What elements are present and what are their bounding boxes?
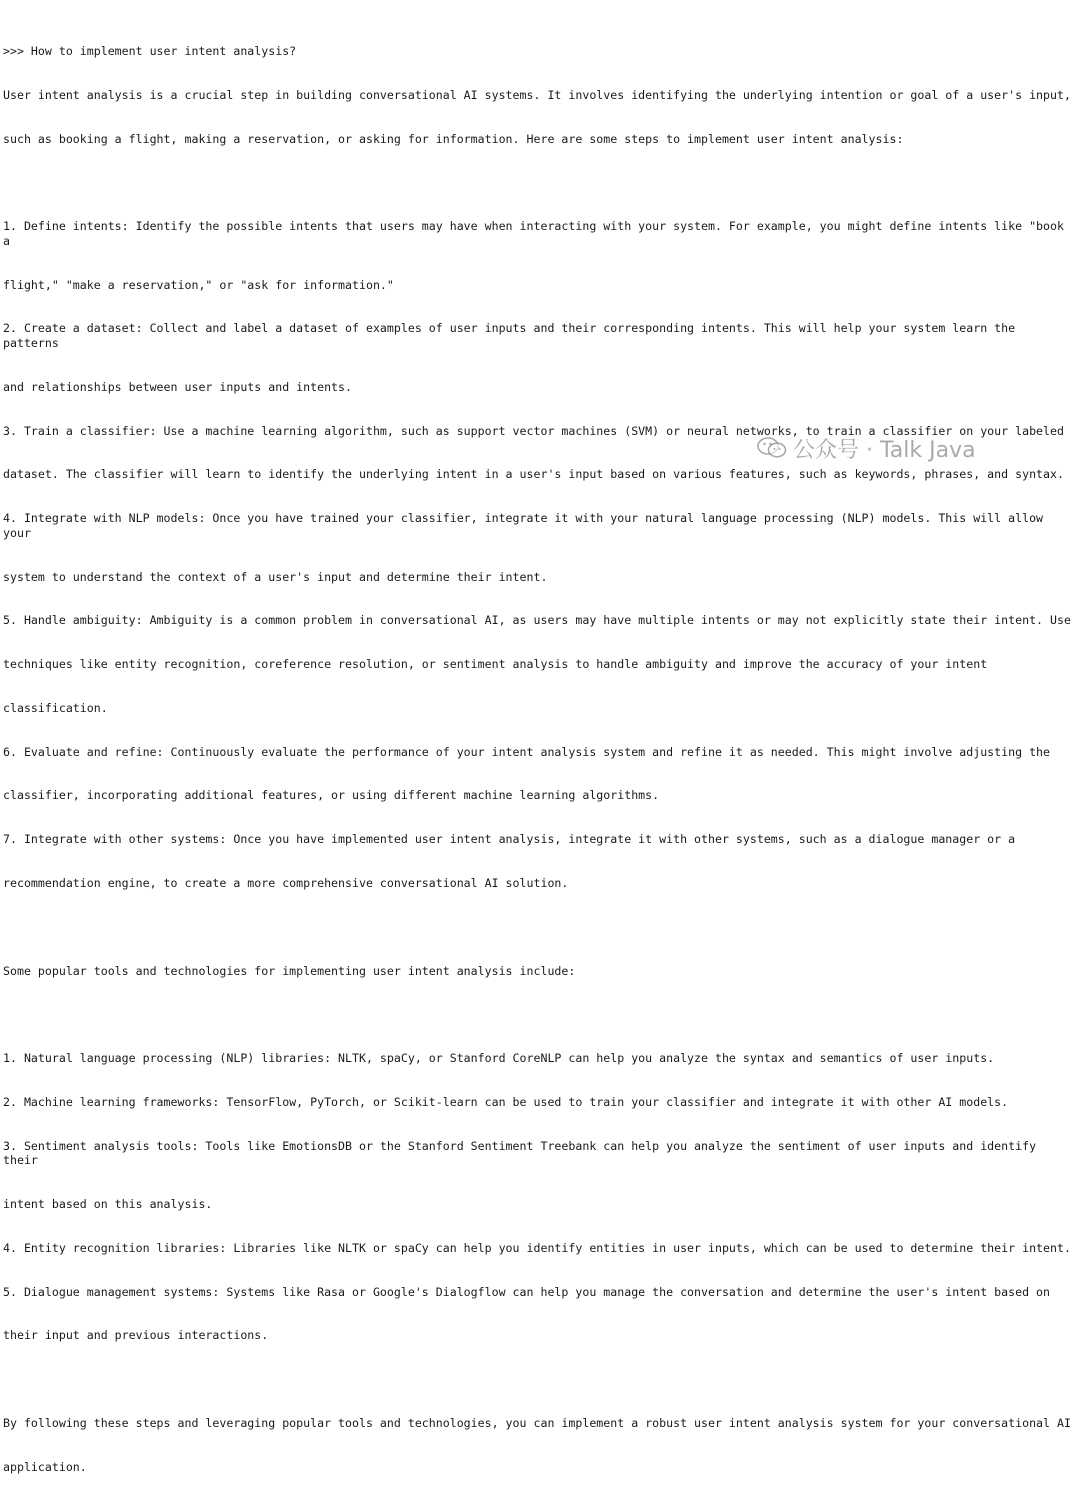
step-line: recommendation engine, to create a more comprehensive conversational AI solution. bbox=[3, 876, 569, 891]
step-line: system to understand the context of a user's input and determine their intent. bbox=[3, 569, 548, 584]
blank-line bbox=[3, 920, 1077, 935]
tool-line: 2. Machine learning frameworks: TensorFlow, PyTorch, or Scikit-learn can be used to train your classifier and integrate it with other AI models. bbox=[3, 1094, 1009, 1109]
tool-line: their input and previous interactions. bbox=[3, 1328, 269, 1343]
tool-line: 3. Sentiment analysis tools: Tools like EmotionsDB or the Stanford Sentiment Treebank can help you analyze the sentiment of user inputs and identify their bbox=[3, 1138, 1044, 1168]
step-line: classification. bbox=[3, 700, 108, 715]
step-line: techniques like entity recognition, coreference resolution, or sentiment analysis to handle ambiguity and improve the accuracy of your intent bbox=[3, 657, 988, 672]
step-line: 3. Train a classifier: Use a machine learning algorithm, such as support vector machines (SVM) or neural networks, to train a classifier on your labeled bbox=[3, 423, 1064, 438]
step-line: 1. Define intents: Identify the possible intents that users may have when interacting with your system. For example, you might define intents like "book a bbox=[3, 219, 1071, 248]
intro-line: User intent analysis is a crucial step in building conversational AI systems. It involves identifying the underlying intention or goal of a user's input, bbox=[3, 87, 1071, 102]
blank-line bbox=[3, 176, 1077, 191]
tool-line: 4. Entity recognition libraries: Libraries like NLTK or spaCy can help you identify entities in user inputs, which can be used to determine their intent. bbox=[3, 1240, 1071, 1255]
conclusion-line: application. bbox=[3, 1459, 87, 1474]
step-line: 7. Integrate with other systems: Once you have implemented user intent analysis, integrate it with other systems, such as a dialogue manager or a bbox=[3, 832, 1016, 847]
blank-line bbox=[3, 1372, 1077, 1387]
tool-line: intent based on this analysis. bbox=[3, 1197, 213, 1212]
step-line: 4. Integrate with NLP models: Once you have trained your classifier, integrate it with your natural language processing (NLP) models. This will allow your bbox=[3, 511, 1051, 540]
step-line: dataset. The classifier will learn to identify the underlying intent in a user's input based on various features, such as keywords, phrases, and syntax. bbox=[3, 467, 1064, 482]
terminal-output bbox=[3, 15, 1077, 1489]
conclusion-line: By following these steps and leveraging popular tools and technologies, you can implement a robust user intent analysis system for your conversational AI bbox=[3, 1416, 1071, 1430]
blank-line bbox=[3, 1007, 1077, 1022]
step-line: classifier, incorporating additional features, or using different machine learning algorithms. bbox=[3, 788, 660, 803]
watermark-text: 公众号 · Talk Java bbox=[793, 437, 976, 463]
tools-intro-line: Some popular tools and technologies for implementing user intent analysis include: bbox=[3, 963, 576, 978]
tool-line: 5. Dialogue management systems: Systems like Rasa or Google's Dialogflow can help you manage the conversation and determine the user's intent based on bbox=[3, 1284, 1051, 1299]
step-line: 5. Handle ambiguity: Ambiguity is a common problem in conversational AI, as users may have multiple intents or may not explicitly state their intent. Use bbox=[3, 613, 1071, 628]
step-line: and relationships between user inputs and intents. bbox=[3, 379, 353, 394]
prompt-line: >>> How to implement user intent analysis? bbox=[3, 44, 297, 59]
step-line: flight," "make a reservation," or "ask for information." bbox=[3, 277, 394, 292]
step-line: 2. Create a dataset: Collect and label a dataset of examples of user inputs and their corresponding intents. This will help your system learn the patterns bbox=[3, 321, 1023, 351]
step-line: 6. Evaluate and refine: Continuously evaluate the performance of your intent analysis system and refine it as needed. This might involve adjusting the bbox=[3, 744, 1051, 759]
tool-line: 1. Natural language processing (NLP) libraries: NLTK, spaCy, or Stanford CoreNLP can help you analyze the syntax and semantics of user inputs. bbox=[3, 1051, 995, 1066]
intro-line: such as booking a flight, making a reservation, or asking for information. Here are some steps to implement user intent analysis: bbox=[3, 131, 904, 146]
